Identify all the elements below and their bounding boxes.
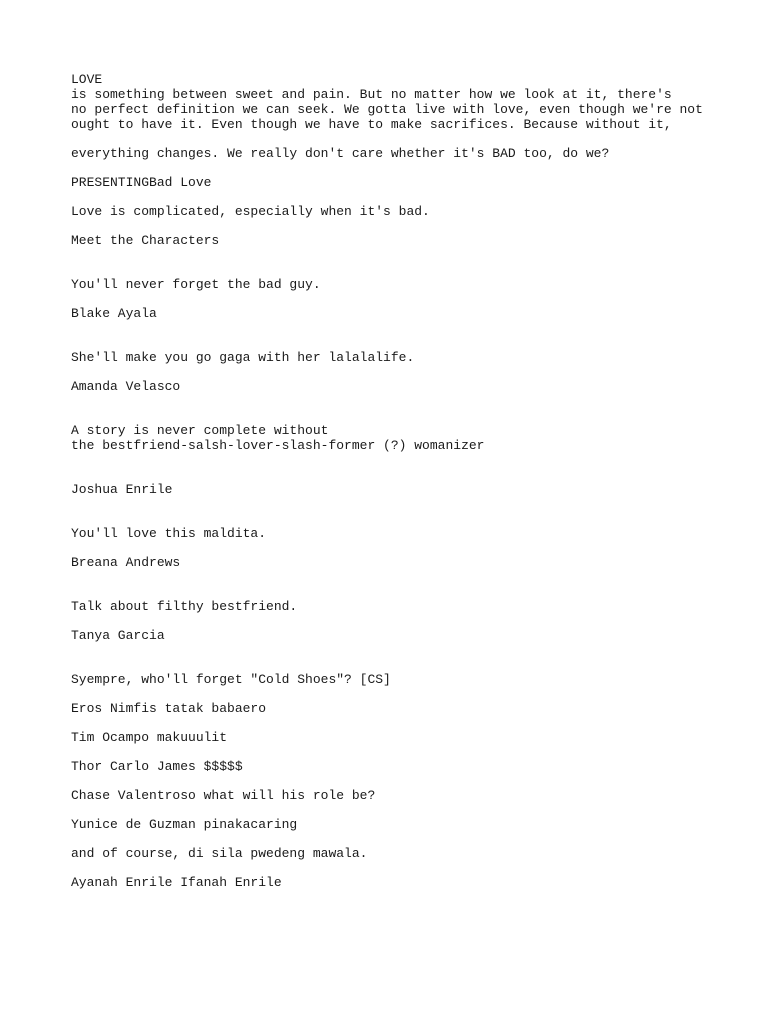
character-name: Blake Ayala <box>71 306 157 321</box>
character-description: Talk about filthy bestfriend. <box>71 599 298 614</box>
intro-line: is something between sweet and pain. But no matter how we look at it, there's <box>71 87 672 102</box>
extras-item: Eros Nimfis tatak babaero <box>71 701 267 716</box>
intro-heading: LOVE <box>71 72 103 87</box>
character-name: Amanda Velasco <box>71 379 181 394</box>
extras-item: Tim Ocampo makuuulit <box>71 730 228 745</box>
character-name: Tanya Garcia <box>71 628 165 643</box>
intro-closing: everything changes. We really don't care whether it's BAD too, do we? <box>71 146 610 161</box>
character-description: She'll make you go gaga with her lalalalife. <box>71 350 415 365</box>
character-description: the bestfriend-salsh-lover-slash-former (?) womanizer <box>71 438 485 453</box>
character-description: You'll love this maldita. <box>71 526 267 541</box>
document-page <box>71 72 711 890</box>
extras-item: Thor Carlo James $$$$$ <box>71 759 243 774</box>
extras-item: Ayanah Enrile Ifanah Enrile <box>71 875 282 890</box>
characters-heading: Meet the Characters <box>71 233 220 248</box>
extras-item: and of course, di sila pwedeng mawala. <box>71 846 368 861</box>
intro-line: ought to have it. Even though we have to make sacrifices. Because without it, <box>71 117 672 132</box>
extras-item: Chase Valentroso what will his role be? <box>71 788 376 803</box>
character-description: You'll never forget the bad guy. <box>71 277 321 292</box>
intro-line: no perfect definition we can seek. We gotta live with love, even though we're not <box>71 102 703 117</box>
extras-heading: Syempre, who'll forget "Cold Shoes"? [CS] <box>71 672 391 687</box>
tagline: Love is complicated, especially when it's bad. <box>71 204 430 219</box>
extras-item: Yunice de Guzman pinakacaring <box>71 817 298 832</box>
presenting-title: PRESENTINGBad Love <box>71 175 212 190</box>
character-name: Breana Andrews <box>71 555 181 570</box>
character-name: Joshua Enrile <box>71 482 173 497</box>
character-description: A story is never complete without <box>71 423 329 438</box>
